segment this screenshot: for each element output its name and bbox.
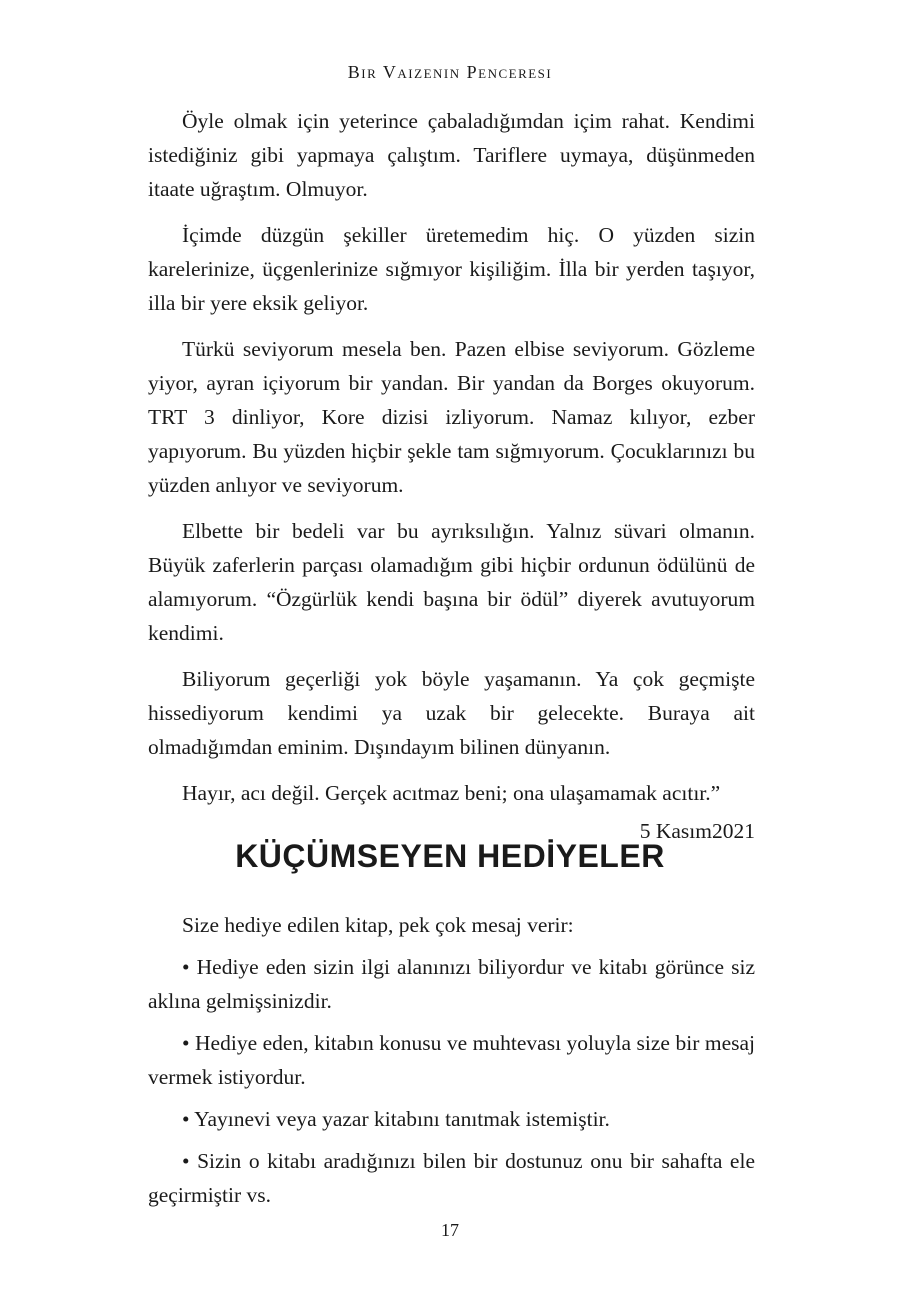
bullet-item: • Yayınevi veya yazar kitabını tanıtmak istemiştir.	[182, 1107, 610, 1131]
running-header: Bir Vaizenin Penceresi	[347, 62, 553, 82]
paragraph: İçimde düzgün şekiller üretemedim hiç. O yüzden sizin karelerinize, üçgenlerinize sığmıyor kişiliğim. İlla bir yerden taşıyor, illa bir yere eksik geliyor.	[148, 223, 755, 315]
paragraph: Öyle olmak için yeterince çabaladığımdan içim rahat. Kendimi istediğiniz gibi yapmaya çalıştım. Tariflere uymaya, düşünmeden itaate uğraştım. Olmuyor.	[148, 109, 755, 201]
essay-body	[148, 104, 755, 860]
intro-paragraph: Size hediye edilen kitap, pek çok mesaj verir:	[182, 913, 574, 937]
bullet-item: • Hediye eden sizin ilgi alanınızı biliyordur ve kitabı görünce siz aklına gelmişsinizdir.	[148, 955, 755, 1013]
bullet-item: • Sizin o kitabı aradığınızı bilen bir dostunuz onu bir sahafta ele geçirmiştir vs.	[148, 1149, 755, 1207]
section-title: KÜÇÜMSEYEN HEDİYELER	[235, 838, 665, 874]
bullet-item: • Hediye eden, kitabın konusu ve muhtevası yoluyla size bir mesaj vermek istiyordur.	[148, 1031, 755, 1089]
paragraph: Türkü seviyorum mesela ben. Pazen elbise seviyorum. Gözleme yiyor, ayran içiyorum bir yandan. Bir yandan da Borges okuyorum. TRT 3 dinliyor, Kore dizisi izliyorum. Namaz kılıyor, ezber yapıyorum. Bu yüzden hiçbir şekle tam sığmıyorum. Çocuklarınızı bu yüzden anlıyor ve seviyorum.	[148, 337, 755, 497]
paragraph: Elbette bir bedeli var bu ayrıksılığın. Yalnız süvari olmanın. Büyük zaferlerin parçası olamadığım gibi hiçbir ordunun ödülünü de alamıyorum. “Özgürlük kendi başına bir ödül” diyerek avutuyorum kendimi.	[148, 519, 755, 645]
essay-date: 5 Kasım2021	[639, 819, 755, 843]
paragraph: Hayır, acı değil. Gerçek acıtmaz beni; ona ulaşamamak acıtır.”	[182, 781, 721, 805]
paragraph: Biliyorum geçerliği yok böyle yaşamanın. Ya çok geçmişte hissediyorum kendimi ya uzak bir gelecekte. Buraya ait olmadığımdan eminim. Dışındayım bilinen dünyanın.	[148, 667, 755, 759]
section-body	[148, 908, 755, 1220]
page-number: 17	[441, 1220, 459, 1240]
